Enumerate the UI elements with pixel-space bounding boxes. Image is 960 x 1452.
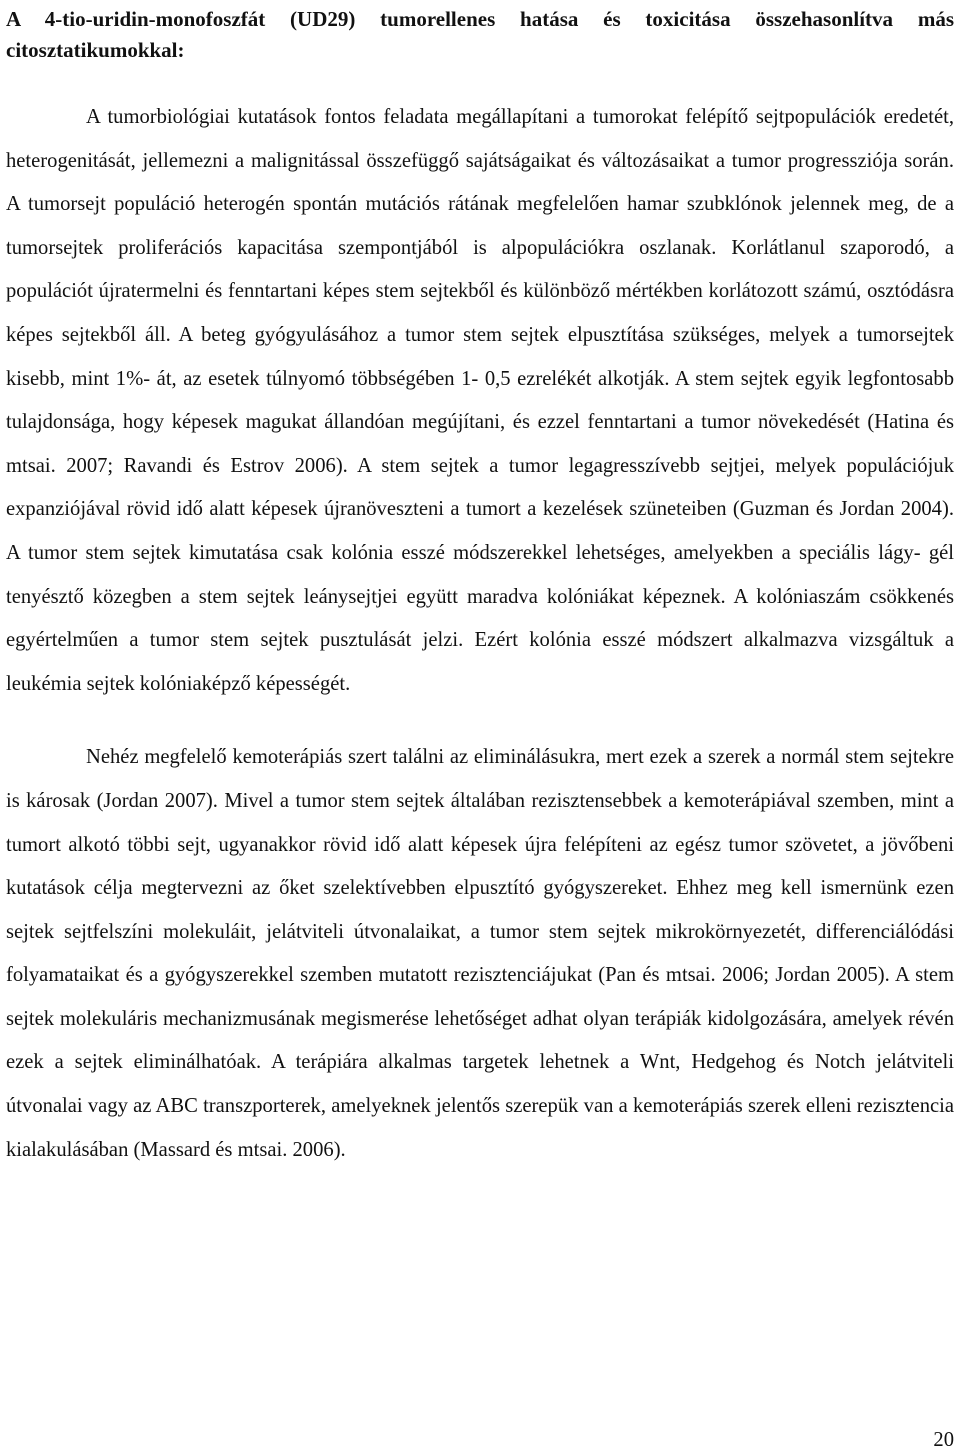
document-page xyxy=(6,0,954,1172)
paragraph-1: A tumorbiológiai kutatások fontos feladata megállapítani a tumorokat felépítő sejtpopulációk eredetét, heterogenitását, jellemezni a malignitással összefüggő sajátságaikat és változásaikat a tumor progressziója során. A tumorsejt populáció heterogén spontán mutációs rátának megfelelően hamar szubklónok jelennek meg, de a tumorsejtek proliferációs kapacitása szempontjából is alpopulációkra oszlanak. Korlátlanul szaporodó, a populációt újratermelni és fenntartani képes stem sejtekből és különböző mértékben korlátozott számú, osztódásra képes sejtekből áll. A beteg gyógyulásához a tumor stem sejtek elpusztítása szükséges, melyek a tumorsejtek kisebb, mint 1%- át, az esetek túlnyomó többségében 1- 0,5 ezrelékét alkotják. A stem sejtek egyik legfontosabb tulajdonsága, hogy képesek magukat állandóan megújítani, és ezzel fenntartani a tumor növekedését (Hatina és mtsai. 2007; Ravandi és Estrov 2006). A stem sejtek a tumor legagresszívebb sejtjei, melyek populációjuk expanziójával rövid idő alatt képesek újranöveszteni a tumort a kezelések szüneteiben (Guzman és Jordan 2004). A tumor stem sejtek kimutatása csak kolónia esszé módszerekkel lehetséges, amelyekben a speciális lágy- gél tenyésztő közegben a stem sejtek leánysejtjei együtt maradva kolóniákat képeznek. A kolóniaszám csökkenés egyértelműen a tumor stem sejtek pusztulását jelzi. Ezért kolónia esszé módszert alkalmazva vizsgáltuk a leukémia sejtek kolóniaképző képességét. xyxy=(6,106,954,695)
page-number: 20 xyxy=(933,1429,954,1451)
paragraph-2: Nehéz megfelelő kemoterápiás szert találni az eliminálásukra, mert ezek a szerek a normál stem sejtekre is károsak (Jordan 2007). Mivel a tumor stem sejtek általában rezisztensebbek a kemoterápiával szemben, mint a tumort alkotó többi sejt, ugyanakkor rövid idő alatt képesek újra felépíteni az egész tumor szövetet, a jövőbeni kutatások célja megtervezni az őket szelektívebben elpusztító gyógyszereket. Ehhez meg kell ismernünk ezen sejtek sejtfelszíni molekuláit, jelátviteli útvonalaikat, a tumor stem sejtek mikrokörnyezetét, differenciálódási folyamataikat és a gyógyszerekkel szemben mutatott rezisztenciájukat (Pan és mtsai. 2006; Jordan 2005). A stem sejtek molekuláris mechanizmusának megismerése lehetőséget adhat olyan terápiák kidolgozására, amelyek révén ezek a sejtek eliminálhatóak. A terápiára alkalmas targetek lehetnek a Wnt, Hedgehog és Notch jelátviteli útvonalai vagy az ABC transzporterek, amelyeknek jelentős szerepük van a kemoterápiás szerek elleni rezisztencia kialakulásában (Massard és mtsai. 2006). xyxy=(6,746,954,1161)
section-heading: A 4-tio-uridin-monofoszfát (UD29) tumorellenes hatása és toxicitása összehasonlítva más citosztatikumokkal: xyxy=(6,7,954,62)
